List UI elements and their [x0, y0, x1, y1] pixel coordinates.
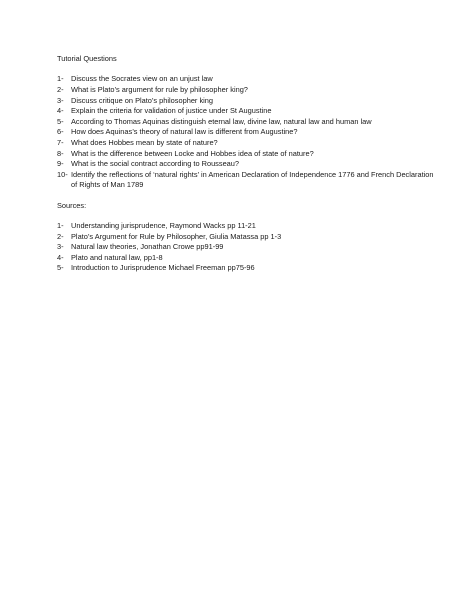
list-item — [57, 138, 437, 149]
item-text: According to Thomas Aquinas distinguish eternal law, divine law, natural law and human law — [71, 116, 372, 126]
item-text: Understanding jurisprudence, Raymond Wacks pp 11-21 — [71, 220, 256, 230]
item-text: Discuss the Socrates view on an unjust law — [71, 74, 213, 84]
item-number: 6- — [57, 127, 64, 137]
item-text: What does Hobbes mean by state of nature? — [71, 137, 218, 147]
list-item — [57, 263, 437, 274]
item-text: Introduction to Jurisprudence Michael Freeman pp75-96 — [71, 263, 255, 273]
item-number: 2- — [57, 231, 64, 241]
item-number: 2- — [57, 84, 64, 94]
item-number: 8- — [57, 148, 64, 158]
tutorial-questions-list — [57, 74, 437, 191]
item-number: 4- — [57, 106, 64, 116]
sources-heading: Sources: — [57, 200, 87, 210]
item-number: 4- — [57, 252, 64, 262]
item-text: Plato’s Argument for Rule by Philosopher, Giulia Matassa pp 1-3 — [71, 231, 282, 241]
item-number: 3- — [57, 242, 64, 252]
item-text: What is Plato’s argument for rule by philosopher king? — [71, 84, 248, 94]
item-number: 5- — [57, 116, 64, 126]
item-text: What is the social contract according to Rousseau? — [71, 159, 240, 169]
item-text: What is the difference between Locke and Hobbes idea of state of nature? — [71, 148, 314, 158]
list-item — [57, 74, 437, 85]
item-text: Explain the criteria for validation of justice under St Augustine — [71, 106, 272, 116]
item-number: 9- — [57, 159, 64, 169]
list-item — [57, 170, 437, 191]
item-number: 1- — [57, 74, 64, 84]
item-text: Plato and natural law, pp1-8 — [71, 252, 163, 262]
item-number: 7- — [57, 137, 64, 147]
document-content — [57, 54, 437, 274]
item-text: Natural law theories, Jonathan Crowe pp91-99 — [71, 242, 224, 252]
list-item — [57, 242, 437, 253]
list-item — [57, 85, 437, 96]
list-item — [57, 232, 437, 243]
list-item — [57, 221, 437, 232]
list-item — [57, 159, 437, 170]
list-item — [57, 127, 437, 138]
item-number: 1- — [57, 220, 64, 230]
list-item — [57, 117, 437, 128]
list-item — [57, 253, 437, 264]
list-item — [57, 106, 437, 117]
item-text: Identify the reflections of ‘natural rights’ in American Declaration of Independence 1776 and French Declaration of Rights of Man 1789 — [71, 169, 434, 190]
item-text: How does Aquinas’s theory of natural law is different from Augustine? — [71, 127, 298, 137]
item-number: 5- — [57, 263, 64, 273]
item-number: 3- — [57, 95, 64, 105]
item-number: 10- — [57, 169, 68, 179]
list-item — [57, 149, 437, 160]
item-text: Discuss critique on Plato’s philosopher king — [71, 95, 214, 105]
sources-list — [57, 221, 437, 274]
list-item — [57, 96, 437, 107]
tutorial-questions-heading: Tutorial Questions — [57, 54, 117, 63]
